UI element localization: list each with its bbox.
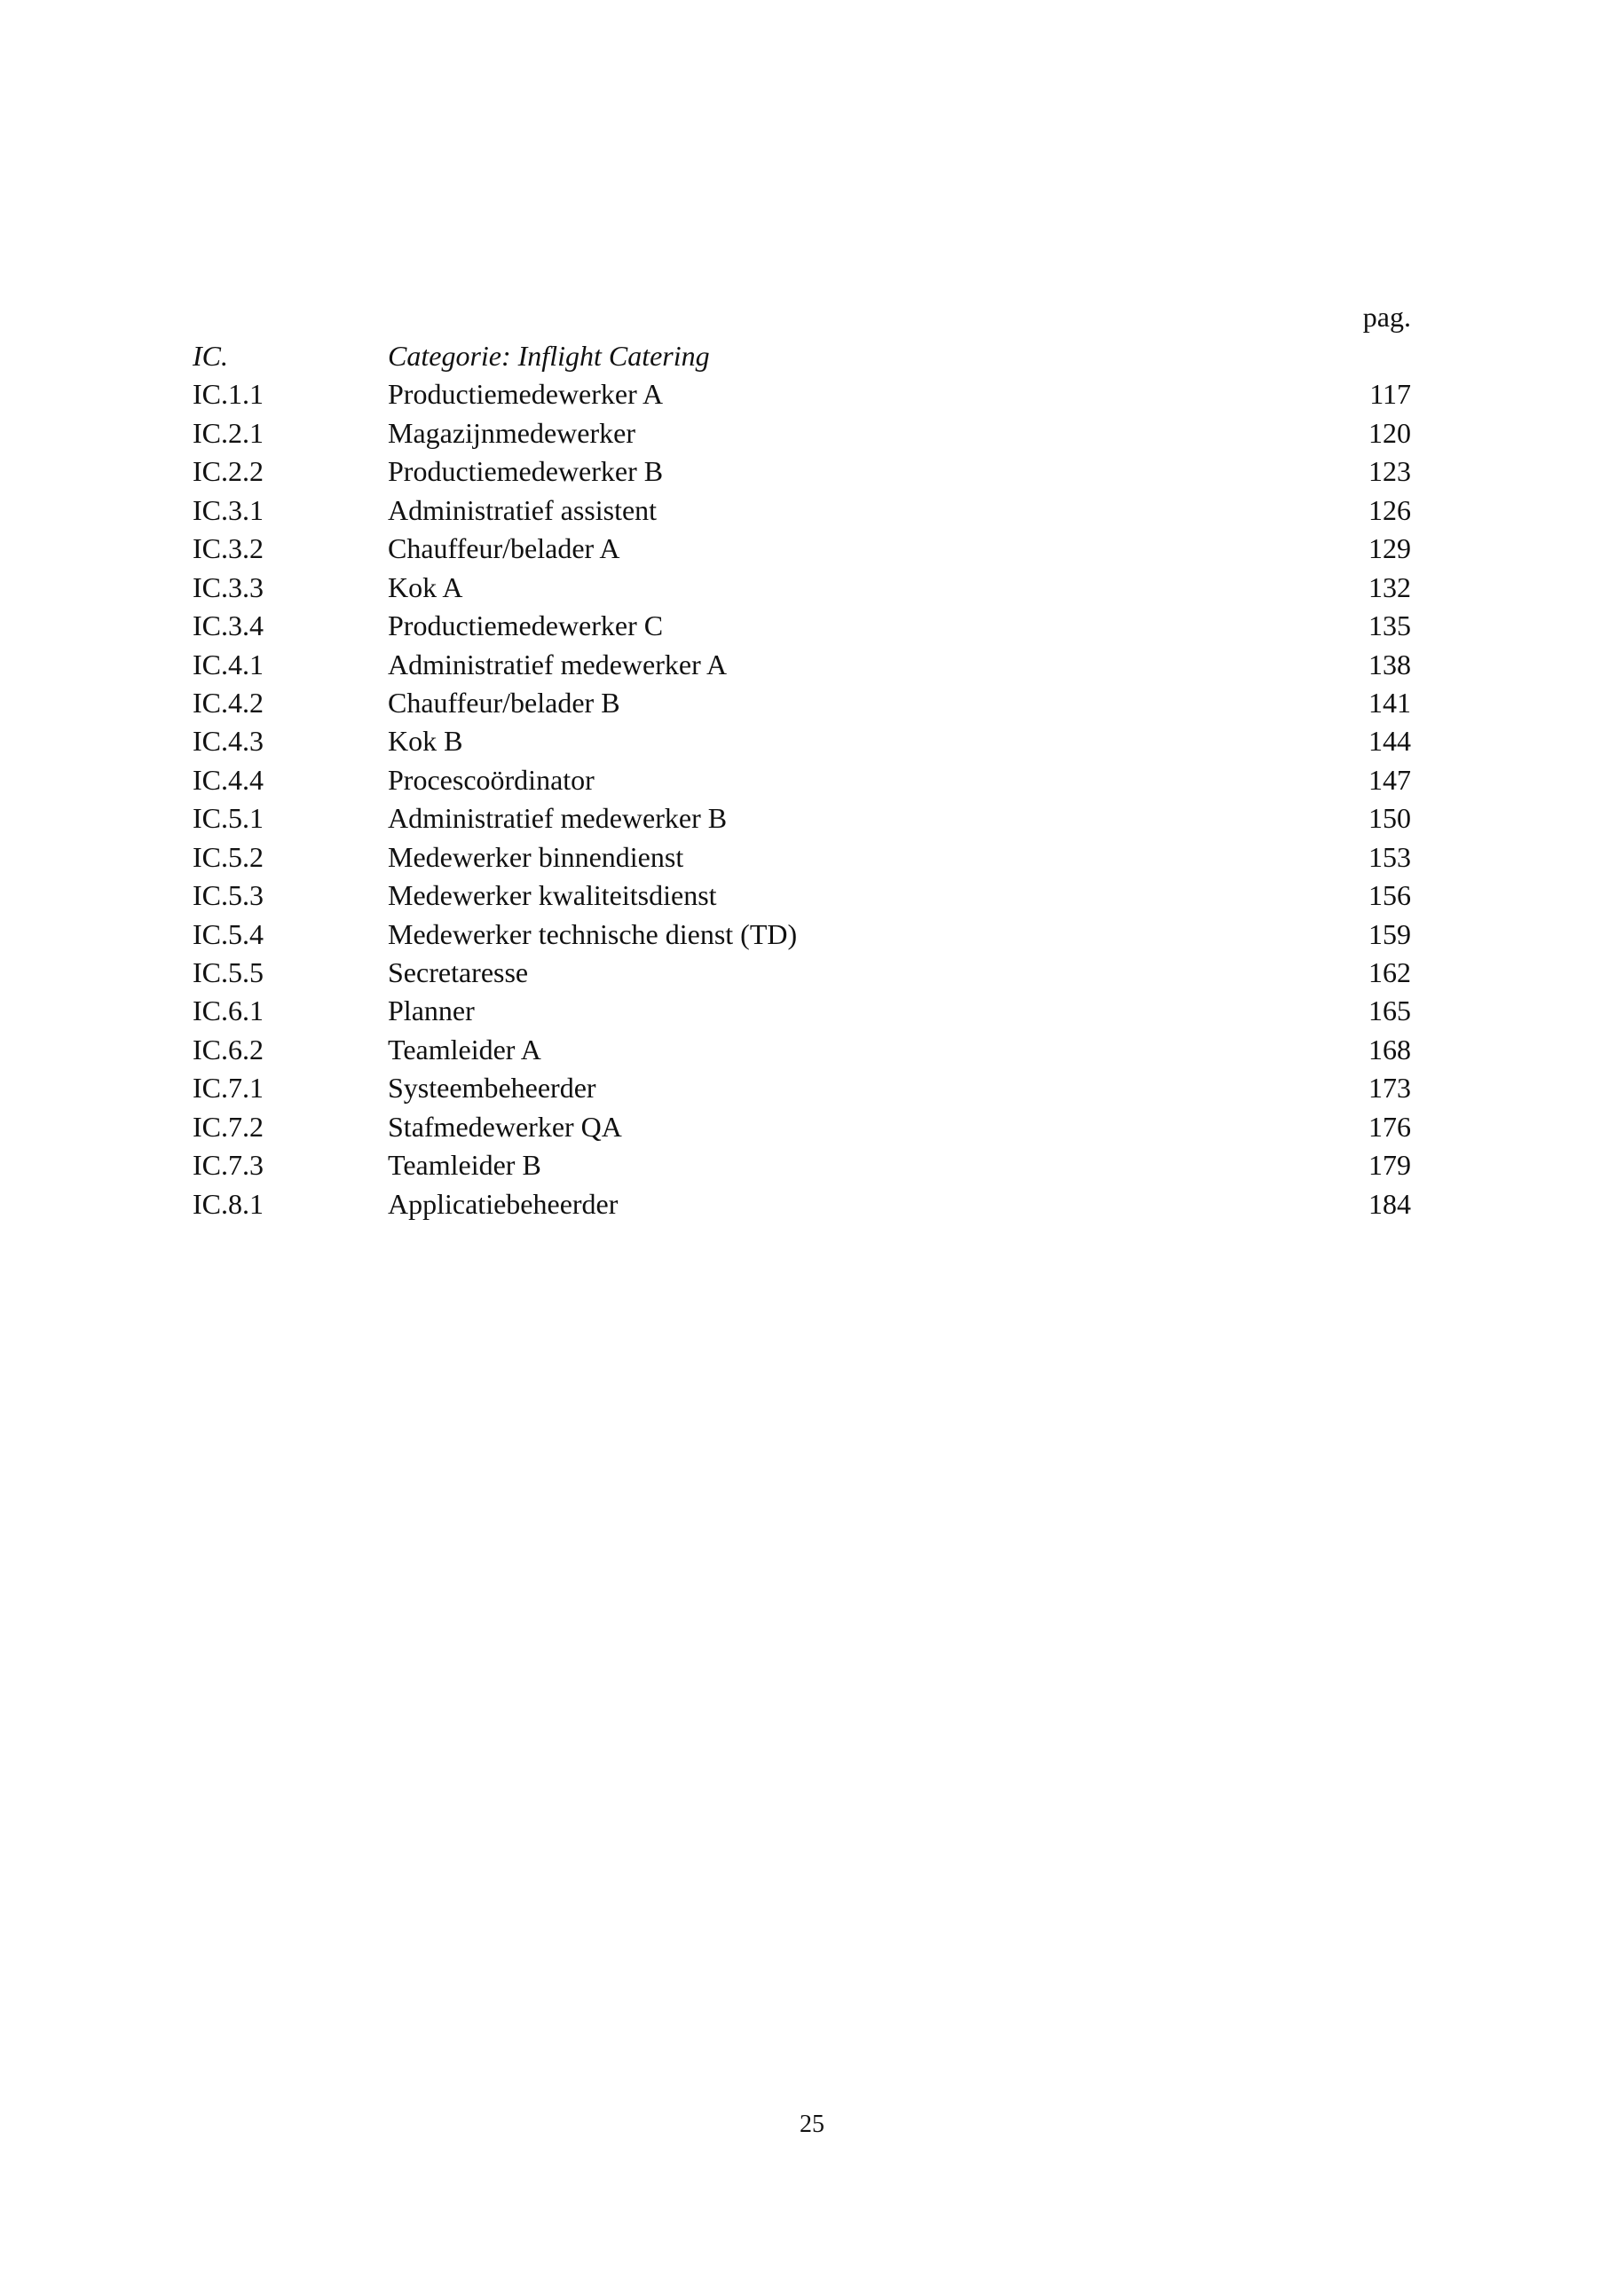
entry-title: Medewerker binnendienst xyxy=(388,840,684,873)
entry-page: 120 xyxy=(1368,416,1411,449)
entry-code: IC.4.1 xyxy=(193,648,264,680)
category-heading-row xyxy=(193,337,1411,375)
toc-row xyxy=(193,1146,1411,1184)
entry-code: IC.5.2 xyxy=(193,840,264,873)
entry-title: Teamleider B xyxy=(388,1149,541,1182)
entry-code: IC.3.2 xyxy=(193,532,264,565)
entry-code: IC.5.4 xyxy=(193,917,264,950)
entry-title: Administratief assistent xyxy=(388,493,658,526)
entry-title: Kok A xyxy=(388,570,463,603)
entry-page: 129 xyxy=(1368,532,1411,565)
entry-title: Medewerker kwaliteitsdienst xyxy=(388,879,717,912)
entry-page: 150 xyxy=(1368,802,1411,835)
entry-code: IC.4.2 xyxy=(193,686,264,719)
toc-row xyxy=(193,722,1411,760)
entry-code: IC.3.3 xyxy=(193,570,264,603)
entry-page: 159 xyxy=(1368,917,1411,950)
entry-title: Applicatiebeheerder xyxy=(388,1187,619,1220)
entry-title: Secretaresse xyxy=(388,956,529,988)
entry-title: Administratief medewerker B xyxy=(388,802,728,835)
entry-page: 126 xyxy=(1368,493,1411,526)
toc-row xyxy=(193,954,1411,992)
toc-row xyxy=(193,491,1411,530)
toc-row xyxy=(193,607,1411,645)
category-code: IC. xyxy=(193,340,228,372)
entry-code: IC.1.1 xyxy=(193,378,264,411)
toc-row xyxy=(193,916,1411,954)
entry-page: 153 xyxy=(1368,840,1411,873)
entry-code: IC.2.2 xyxy=(193,455,264,488)
entry-title: Productiemedewerker B xyxy=(388,455,664,488)
entry-code: IC.6.1 xyxy=(193,995,264,1027)
entry-code: IC.5.1 xyxy=(193,802,264,835)
entry-title: Teamleider A xyxy=(388,1033,541,1065)
toc-row xyxy=(193,1185,1411,1223)
entry-page: 168 xyxy=(1368,1033,1411,1065)
category-title: Categorie: Inflight Catering xyxy=(388,340,710,372)
entry-title: Kok B xyxy=(388,725,463,758)
toc-row xyxy=(193,1031,1411,1069)
entry-page: 147 xyxy=(1368,763,1411,796)
entry-title: Magazijnmedewerker xyxy=(388,416,635,449)
entry-code: IC.3.4 xyxy=(193,609,264,642)
entry-title: Productiemedewerker A xyxy=(388,378,664,411)
entry-page: 184 xyxy=(1368,1187,1411,1220)
entry-title: Chauffeur/belader B xyxy=(388,686,620,719)
entry-page: 132 xyxy=(1368,570,1411,603)
page-number: 25 xyxy=(800,2111,824,2138)
toc-row xyxy=(193,761,1411,799)
entry-page: 156 xyxy=(1368,879,1411,912)
entry-code: IC.4.4 xyxy=(193,763,264,796)
entry-title: Chauffeur/belader A xyxy=(388,532,620,565)
entry-page: 179 xyxy=(1368,1149,1411,1182)
entry-code: IC.7.3 xyxy=(193,1149,264,1182)
entry-page: 138 xyxy=(1368,648,1411,680)
entry-page: 123 xyxy=(1368,455,1411,488)
toc-row xyxy=(193,877,1411,915)
toc-row xyxy=(193,838,1411,877)
entry-code: IC.6.2 xyxy=(193,1033,264,1065)
page-column-header: pag. xyxy=(1362,301,1411,333)
entry-code: IC.7.2 xyxy=(193,1110,264,1143)
entry-code: IC.4.3 xyxy=(193,725,264,758)
entry-page: 117 xyxy=(1369,378,1411,411)
entry-code: IC.8.1 xyxy=(193,1187,264,1220)
toc-row xyxy=(193,1069,1411,1107)
entry-page: 165 xyxy=(1368,995,1411,1027)
toc-row xyxy=(193,452,1411,491)
toc-row xyxy=(193,1108,1411,1146)
entry-code: IC.2.1 xyxy=(193,416,264,449)
entry-page: 144 xyxy=(1368,725,1411,758)
toc-row xyxy=(193,799,1411,837)
entry-code: IC.5.3 xyxy=(193,879,264,912)
entry-title: Planner xyxy=(388,995,475,1027)
toc-row xyxy=(193,646,1411,684)
entry-page: 135 xyxy=(1368,609,1411,642)
entry-title: Systeembeheerder xyxy=(388,1072,596,1105)
table-of-contents xyxy=(193,337,1411,1223)
entry-title: Productiemedewerker C xyxy=(388,609,664,642)
entry-title: Medewerker technische dienst (TD) xyxy=(388,917,798,950)
toc-row xyxy=(193,684,1411,722)
entry-page: 173 xyxy=(1368,1072,1411,1105)
entry-page: 162 xyxy=(1368,956,1411,988)
toc-row xyxy=(193,375,1411,413)
entry-code: IC.5.5 xyxy=(193,956,264,988)
entry-title: Administratief medewerker A xyxy=(388,648,728,680)
entry-code: IC.7.1 xyxy=(193,1072,264,1105)
toc-row xyxy=(193,530,1411,568)
toc-row xyxy=(193,414,1411,452)
toc-row xyxy=(193,569,1411,607)
entry-title: Procescoördinator xyxy=(388,763,595,796)
entry-page: 176 xyxy=(1368,1110,1411,1143)
entry-title: Stafmedewerker QA xyxy=(388,1110,622,1143)
entry-code: IC.3.1 xyxy=(193,493,264,526)
toc-row xyxy=(193,992,1411,1030)
entry-page: 141 xyxy=(1368,686,1411,719)
